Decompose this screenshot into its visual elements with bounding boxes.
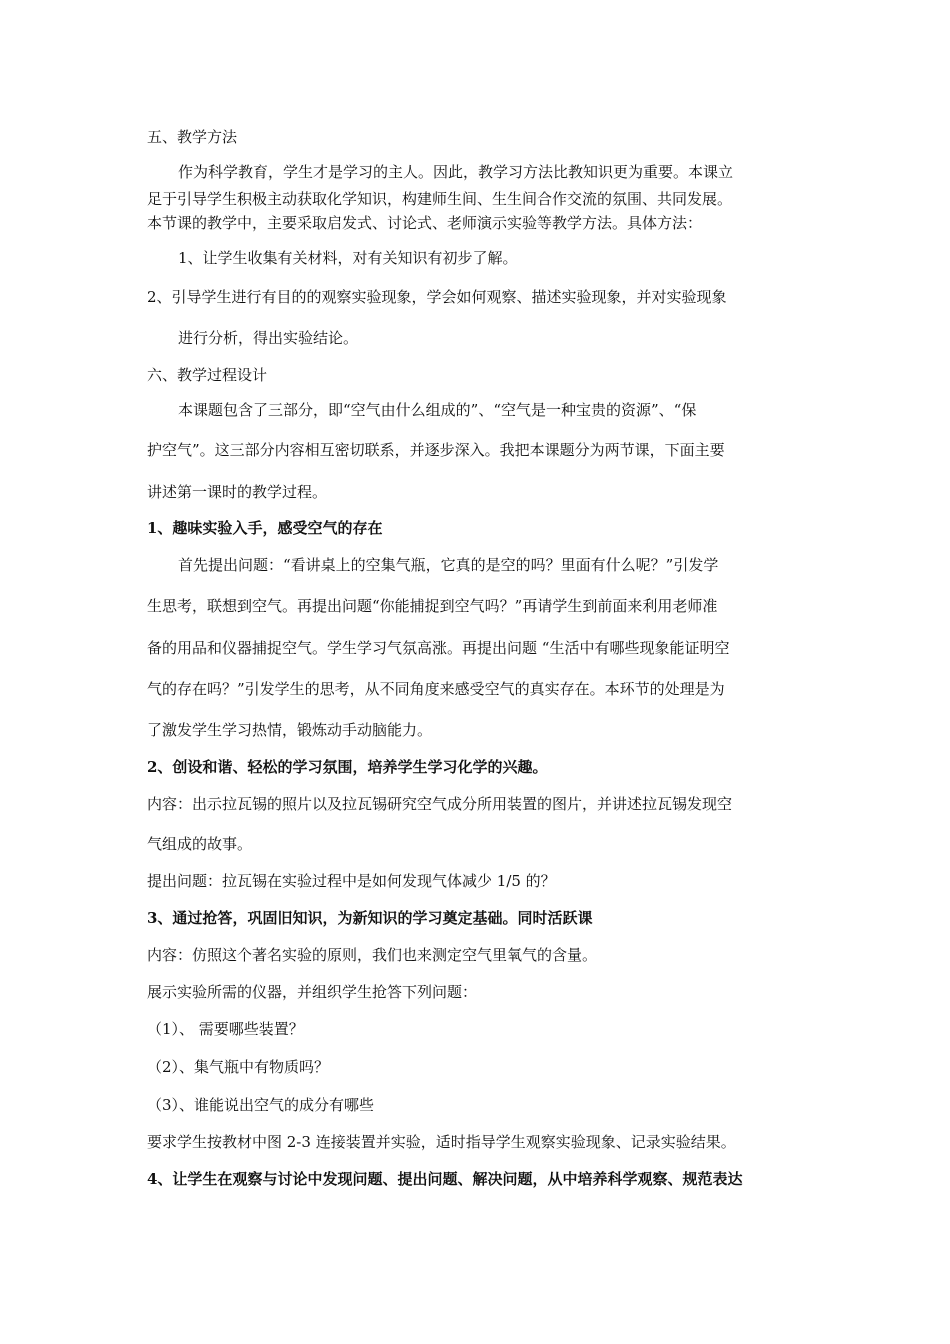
- paragraph-line: 提出问题：拉瓦锡在实验过程中是如何发现气体减少 1/5 的？: [147, 872, 556, 890]
- subheading: 2、创设和谐、轻松的学习氛围，培养学生学习化学的兴趣。: [147, 758, 548, 776]
- paragraph-line: 足于引导学生积极主动获取化学知识，构建师生间、生生间合作交流的氛围、共同发展。: [147, 190, 733, 208]
- paragraph-line: 气组成的故事。: [147, 835, 253, 853]
- paragraph-line: 内容：出示拉瓦锡的照片以及拉瓦锡研究空气成分所用装置的图片，并讲述拉瓦锡发现空: [147, 795, 733, 813]
- paragraph-line: 气的存在吗？”引发学生的思考，从不同角度来感受空气的真实存在。本环节的处理是为: [147, 680, 725, 698]
- paragraph-line: 进行分析，得出实验结论。: [178, 329, 359, 347]
- subheading: 3、通过抢答，巩固旧知识，为新知识的学习奠定基础。同时活跃课: [147, 909, 593, 927]
- paragraph-line: 要求学生按教材中图 2-3 连接装置并实验，适时指导学生观察实验现象、记录实验结果。: [147, 1133, 736, 1151]
- subheading: 1、趣味实验入手，感受空气的存在: [147, 519, 383, 537]
- paragraph-line: 讲述第一课时的教学过程。: [147, 483, 328, 501]
- subheading: 4、让学生在观察与讨论中发现问题、提出问题、解决问题，从中培养科学观察、规范表达: [147, 1170, 743, 1188]
- list-item: （3）、谁能说出空气的成分有哪些: [147, 1096, 375, 1114]
- paragraph-line: 备的用品和仪器捕捉空气。学生学习气氛高涨。再提出问题 “生活中有哪些现象能证明空: [147, 639, 730, 657]
- paragraph-line: 内容：仿照这个著名实验的原则，我们也来测定空气里氧气的含量。: [147, 946, 598, 964]
- list-item: 2、引导学生进行有目的的观察实验现象，学会如何观察、描述实验现象，并对实验现象: [147, 288, 727, 306]
- list-item: （2）、集气瓶中有物质吗？: [147, 1058, 330, 1076]
- list-item: 1、让学生收集有关材料，对有关知识有初步了解。: [178, 249, 518, 267]
- paragraph-line: 首先提出问题：“看讲桌上的空集气瓶，它真的是空的吗？里面有什么呢？”引发学: [178, 556, 719, 574]
- paragraph-line: 作为科学教育，学生才是学习的主人。因此，教学习方法比教知识更为重要。本课立: [178, 163, 734, 181]
- paragraph-line: 护空气”。这三部分内容相互密切联系，并逐步深入。我把本课题分为两节课，下面主要: [147, 441, 725, 459]
- paragraph-line: 生思考，联想到空气。再提出问题“你能捕捉到空气吗？”再请学生到前面来利用老师准: [147, 597, 718, 615]
- paragraph-line: 了激发学生学习热情，锻炼动手动脑能力。: [147, 721, 433, 739]
- paragraph-line: 本课题包含了三部分，即“空气由什么组成的”、“空气是一种宝贵的资源”、“保: [178, 401, 697, 419]
- section-heading-process-design: 六、教学过程设计: [147, 366, 268, 384]
- list-item: （1）、 需要哪些装置？: [147, 1020, 304, 1038]
- section-heading-teaching-methods: 五、教学方法: [147, 128, 238, 146]
- paragraph-line: 展示实验所需的仪器，并组织学生抢答下列问题：: [147, 983, 478, 1001]
- paragraph-line: 本节课的教学中，主要采取启发式、讨论式、老师演示实验等教学方法。具体方法：: [147, 214, 703, 232]
